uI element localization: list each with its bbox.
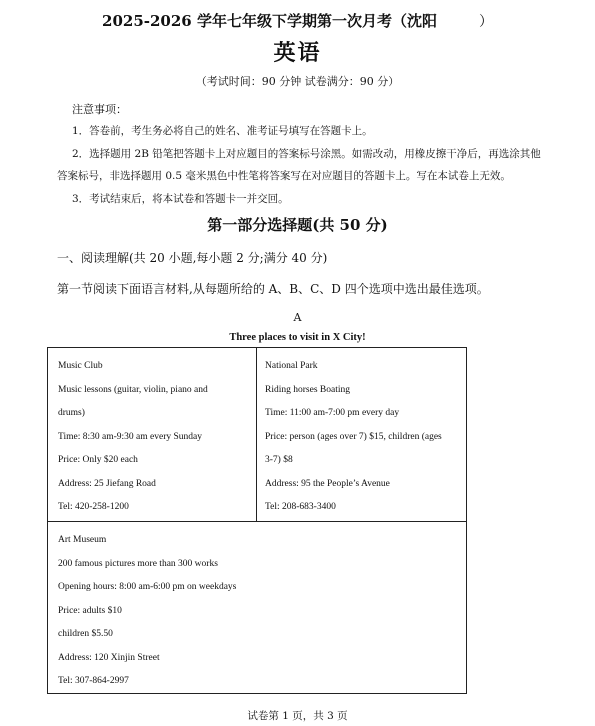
exam-title-text: 2025-2026 学年七年级下学期第一次月考（沈阳: [102, 12, 437, 30]
music-club-tel: Tel: 420-258-1200: [58, 502, 129, 512]
national-park-name: National Park: [265, 361, 318, 371]
art-museum-price-adults: Price: adults $10: [58, 605, 122, 616]
places-table: [47, 347, 467, 694]
subject-title: 英语: [273, 40, 322, 66]
art-museum-works: 200 famous pictures more than 300 works: [58, 558, 218, 569]
section-heading: 一、阅读理解(共 20 小题,每小题 2 分;满分 40 分): [57, 251, 328, 265]
notice-heading: 注意事项：: [72, 103, 127, 116]
music-club-time: Time: 8:30 am-9:30 am every Sunday: [58, 431, 202, 442]
art-museum-name: Art Museum: [58, 535, 107, 545]
art-museum-address: Address: 120 Xinjin Street: [58, 652, 160, 663]
art-museum-price-children: children $5.50: [58, 629, 113, 639]
notice-item-3: 3．考试结束后，将本试卷和答题卡一并交回。: [72, 193, 289, 205]
music-club-lessons: Music lessons (guitar, violin, piano and: [58, 384, 208, 395]
national-park-tel: Tel: 208-683-3400: [265, 502, 336, 512]
music-club-cell: [48, 348, 257, 522]
national-park-cell: [257, 348, 466, 522]
national-park-time: Time: 11:00 am-7:00 pm every day: [265, 408, 400, 418]
exam-title-close: ）: [478, 14, 493, 30]
part-title: 第一部分选择题(共 50 分): [207, 216, 388, 234]
exam-meta: （考试时间：90 分钟 试卷满分：90 分）: [195, 75, 400, 88]
art-museum-cell: [48, 522, 466, 693]
passage-title: Three places to visit in X City!: [229, 332, 366, 343]
national-park-activities: Riding horses Boating: [265, 384, 350, 395]
notice-item-1: 1．答卷前，考生务必将自己的姓名、准考证号填写在答题卡上。: [72, 125, 373, 137]
exam-title: [0, 10, 595, 31]
music-club-price: Price: Only $20 each: [58, 455, 138, 465]
music-club-name: Music Club: [58, 361, 103, 371]
art-museum-hours: Opening hours: 8:00 am-6:00 pm on weekdays: [58, 582, 237, 592]
section-instruction: 第一节阅读下面语言材料,从每题所给的 A、B、C、D 四个选项中选出最佳选项。: [57, 282, 489, 296]
notice-item-2: 2．选择题用 2B 铅笔把答题卡上对应题目的答案标号涂黑。如需改动，用橡皮擦干净后，再选涂其他答案标号，非选择题用 0.5 毫米黑色中性笔将答案写在对应题目的答题卡上。写在本试卷上无效。: [57, 148, 541, 182]
page-footer: 试卷第 1 页，共 3 页: [247, 710, 348, 722]
music-club-address: Address: 25 Jiefang Road: [58, 478, 156, 489]
music-club-lessons-cont: drums): [58, 408, 85, 418]
art-museum-tel: Tel: 307-864-2997: [58, 676, 129, 686]
national-park-address: Address: 95 the People’s Avenue: [265, 478, 390, 489]
national-park-price-cont: 3-7) $8: [265, 455, 293, 465]
passage-letter: A: [293, 311, 302, 324]
national-park-price: Price: person (ages over 7) $15, children (ages: [265, 431, 442, 442]
